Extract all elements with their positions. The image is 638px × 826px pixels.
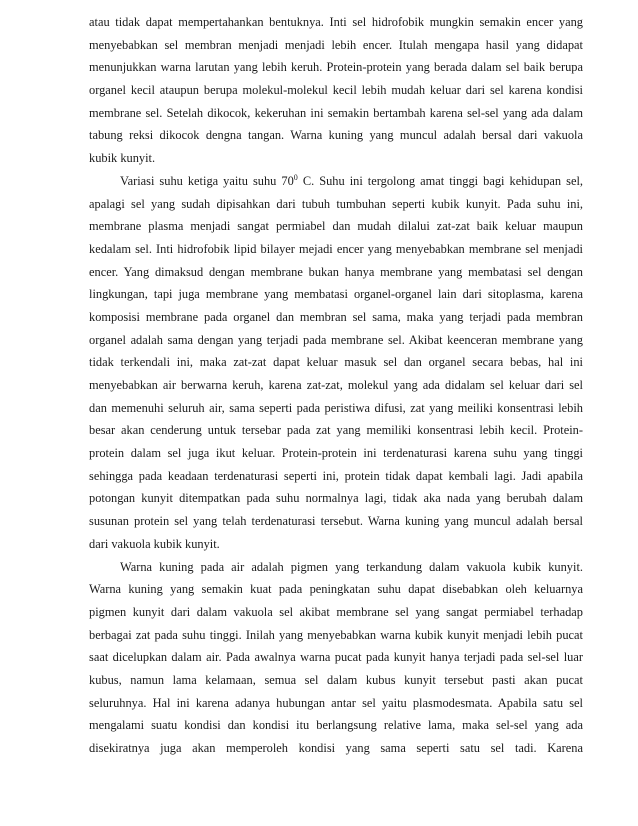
text-line: disekiratnya juga akan memperoleh kondisi yang sama seperti satu sel tadi. Karena <box>89 741 583 755</box>
text-line: kubus, namun lama kelamaan, semua sel dalam kubus kunyit tersebut pasti akan pucat <box>89 672 583 687</box>
paragraph-3 <box>0 556 638 760</box>
text-line: komposisi membrane pada organel dan membran sel sama, maka yang terjadi pada membran <box>89 309 583 324</box>
text-line: protein dalam sel juga ikut keluar. Protein-protein ini terdenaturasi karena suhu yang tinggi <box>89 446 583 461</box>
text-line: membrane sel. Setelah dikocok, kekeruhan ini semakin bertambah karena sel-sel yang ada dalam <box>89 105 583 120</box>
text-line: lingkungan, tapi juga membrane yang membatasi organel-organel lain dari sitoplasma, karena <box>89 287 583 302</box>
text-line: mengalami suatu kondisi dan kondisi itu berlangsung relative lama, maka sel-sel yang ada <box>89 718 583 733</box>
paragraph-1 <box>0 11 638 170</box>
text-line: dan memenuhi seluruh air, sama seperti pada peristiwa difusi, zat yang meiliki konsentrasi lebih <box>89 400 583 415</box>
text-line: menunjukkan warna larutan yang lebih keruh. Protein-protein yang berada dalam sel baik berupa <box>89 60 583 75</box>
text-span: Variasi suhu ketiga yaitu suhu 70 <box>120 173 294 188</box>
text-line: apalagi sel yang sudah dipisahkan dari tubuh tumbuhan seperti kubik kunyit. Pada suhu ini, <box>89 196 583 211</box>
text-line: kedalam sel. Inti hidrofobik lipid bilayer mejadi encer yang menyebabkan membrane sel menjadi <box>89 241 583 256</box>
text-line: atau tidak dapat mempertahankan bentuknya. Inti sel hidrofobik mungkin semakin encer yang <box>89 15 583 29</box>
text-line: susunan protein sel yang telah terdenaturasi tersebut. Warna kuning yang muncul adalah bersal <box>89 514 583 529</box>
text-line: potongan kunyit ditempatkan pada suhu normalnya lagi, tidak aka nada yang berubah dalam <box>89 491 583 506</box>
text-line: dari vakuola kubik kunyit. <box>89 536 220 551</box>
text-line: besar akan cenderung untuk tersebar pada zat yang memiliki konsentrasi lebih kecil. Protein- <box>89 423 583 438</box>
text-line: organel kecil ataupun berupa molekul-molekul kecil lebih mudah keluar dari sel karena kondisi <box>89 83 583 98</box>
text-line: menyebabkan air berwarna keruh, karena zat-zat, molekul yang ada didalam sel keluar dari sel <box>89 378 583 392</box>
text-line: tabung reksi dikocok dengna tangan. Warna kuning yang muncul adalah bersal dari vakuola <box>89 128 583 143</box>
text-line: menyebabkan sel membran menjadi menjadi lebih encer. Itulah mengapa hasil yang didapat <box>89 37 583 52</box>
paragraph-2 <box>0 170 638 556</box>
text-line: sehingga pada keadaan terdenaturasi seperti ini, protein tidak dapat kembali lagi. Jadi apabila <box>89 468 583 483</box>
text-line: tidak terkendali ini, maka zat-zat dapat keluar masuk sel dan organel secara bebas, hal ini <box>89 355 583 370</box>
text-line: Warna kuning pada air adalah pigmen yang terkandung dalam vakuola kubik kunyit. <box>120 559 583 574</box>
text-line: Warna kuning yang semakin kuat pada peningkatan suhu dapat disebabkan oleh keluarnya <box>89 582 583 597</box>
text-line: kubik kunyit. <box>89 151 156 166</box>
text-line <box>89 170 583 193</box>
superscript: 0 <box>293 172 298 182</box>
text-line: saat dicelupkan dalam air. Pada awalnya warna pucat pada kunyit hanya terjadi pada sel-sel luar <box>89 650 583 665</box>
text-line: berbagai zat pada suhu tinggi. Inilah yang menyebabkan warna kubik kunyit menjadi lebih pucat <box>89 627 583 642</box>
text-line: encer. Yang dimaksud dengan membrane bukan hanya membrane yang membatasi sel dengan <box>89 264 583 279</box>
text-span: C. Suhu ini tergolong amat tinggi bagi kehidupan sel, <box>297 173 583 188</box>
text-line: seluruhnya. Hal ini karena adanya hubungan antar sel yaitu plasmodesmata. Apabila satu sel <box>89 695 583 710</box>
text-line: organel adalah sama dengan yang terjadi pada membrane sel. Akibat keenceran membrane yang <box>89 332 583 347</box>
text-line: membrane plasma menjadi sangat permiabel dan mudah dilalui zat-zat baik keluar maupun <box>89 219 583 234</box>
text-line: pigmen kunyit dari dalam vakuola sel akibat membrane sel yang sangat permiabel terhadap <box>89 604 583 619</box>
